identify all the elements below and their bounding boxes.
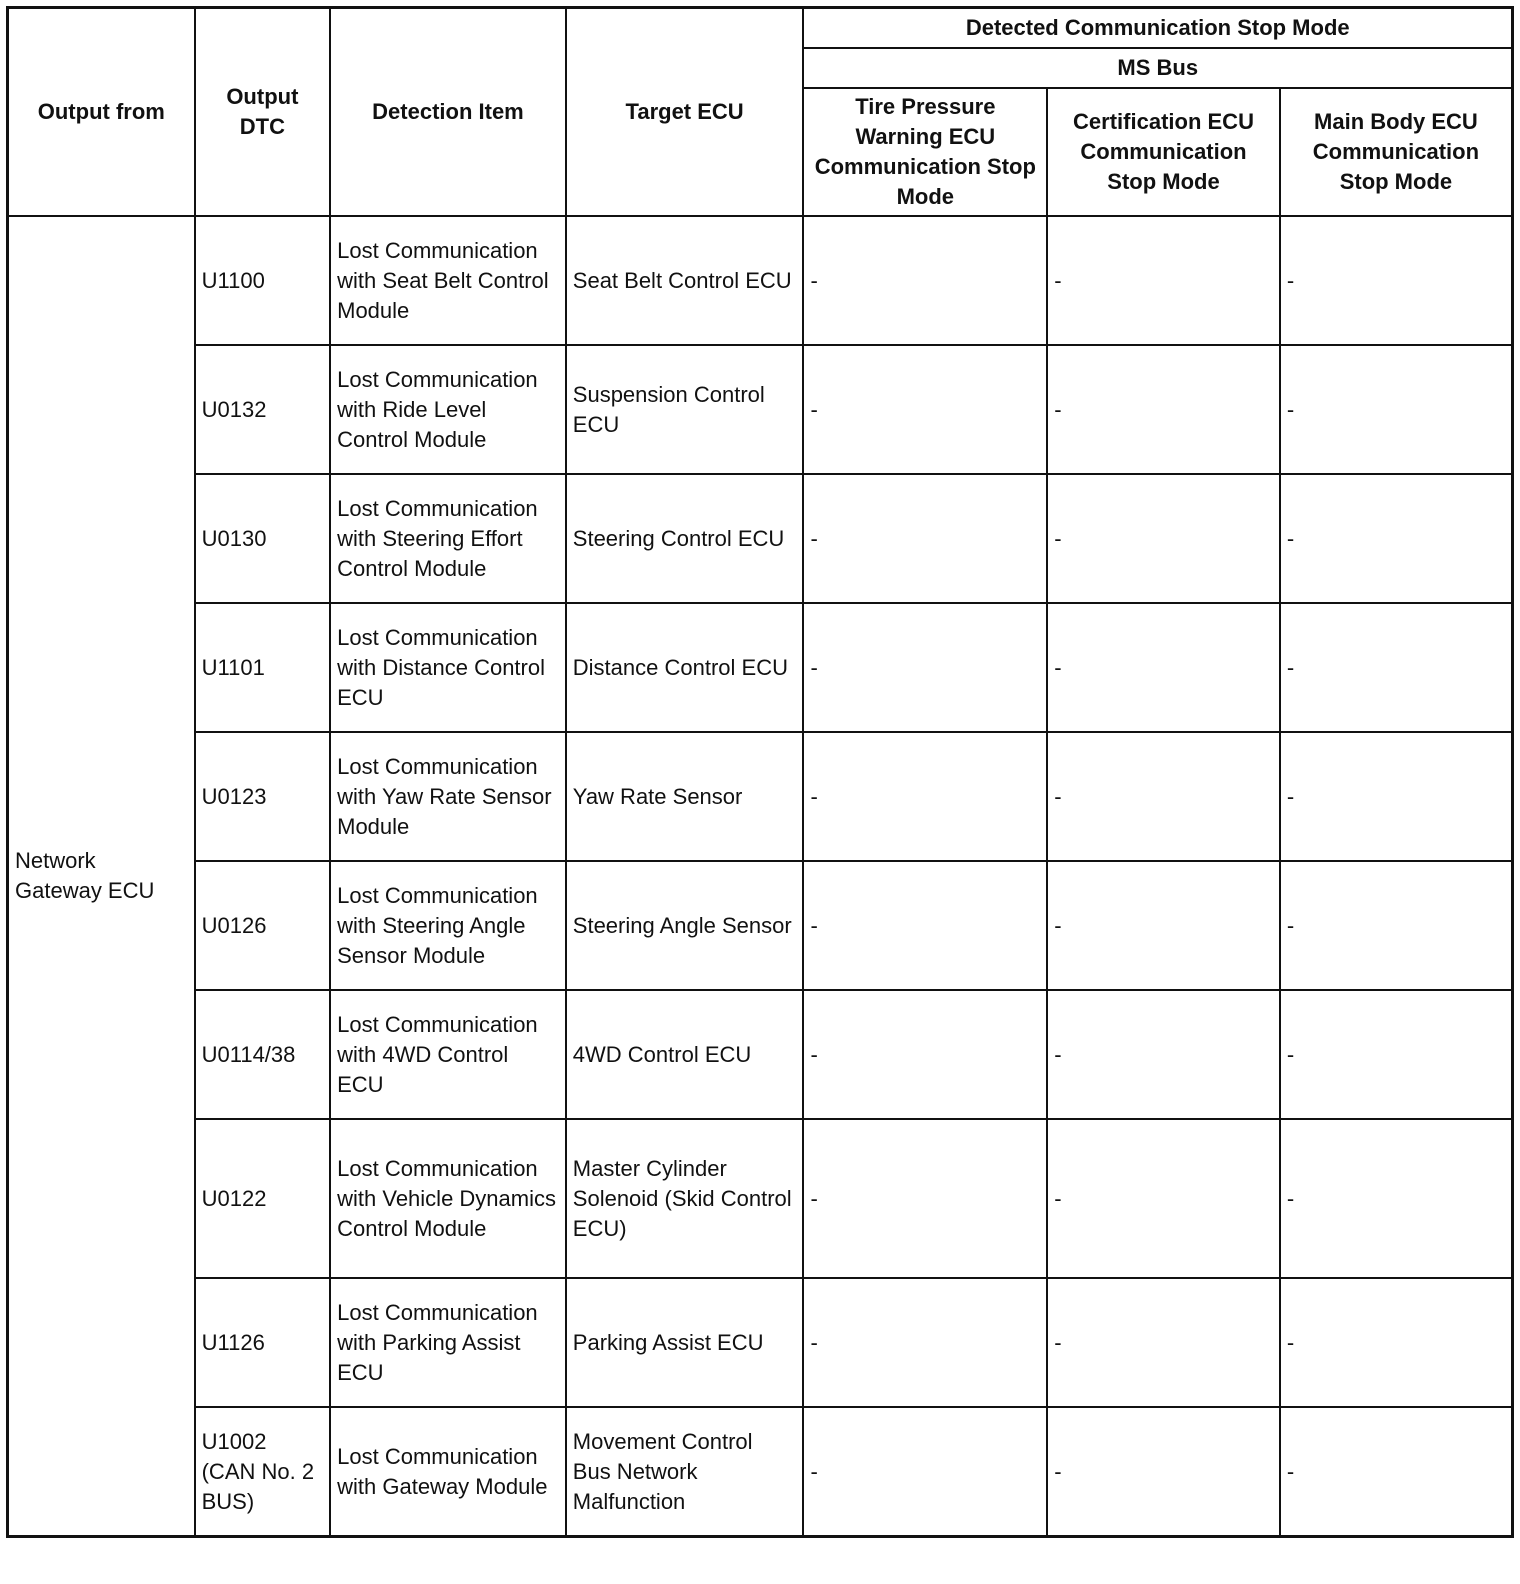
main-body-cell: - bbox=[1280, 732, 1513, 861]
tire-pressure-cell: - bbox=[803, 1119, 1047, 1278]
dtc-cell: U0122 bbox=[195, 1119, 331, 1278]
detection-item-cell: Lost Communication with Steering Effort Control Module bbox=[330, 474, 566, 603]
main-body-cell: - bbox=[1280, 345, 1513, 474]
dtc-cell: U0132 bbox=[195, 345, 331, 474]
certification-cell: - bbox=[1047, 1119, 1280, 1278]
target-ecu-cell: Seat Belt Control ECU bbox=[566, 216, 804, 345]
dtc-cell: U0114/38 bbox=[195, 990, 331, 1119]
dtc-table bbox=[6, 6, 1514, 1538]
header-tire-pressure: Tire Pressure Warning ECU Communication Stop Mode bbox=[803, 88, 1047, 216]
target-ecu-cell: Parking Assist ECU bbox=[566, 1278, 804, 1407]
dtc-cell: U1101 bbox=[195, 603, 331, 732]
tire-pressure-cell: - bbox=[803, 1407, 1047, 1537]
main-body-cell: - bbox=[1280, 1407, 1513, 1537]
detection-item-cell: Lost Communication with Seat Belt Control Module bbox=[330, 216, 566, 345]
target-ecu-cell: 4WD Control ECU bbox=[566, 990, 804, 1119]
target-ecu-cell: Master Cylinder Solenoid (Skid Control ECU) bbox=[566, 1119, 804, 1278]
dtc-cell: U0130 bbox=[195, 474, 331, 603]
detection-item-cell: Lost Communication with Distance Control ECU bbox=[330, 603, 566, 732]
header-detection-item: Detection Item bbox=[330, 8, 566, 217]
output-from-cell: Network Gateway ECU bbox=[8, 216, 195, 1537]
tire-pressure-cell: - bbox=[803, 474, 1047, 603]
certification-cell: - bbox=[1047, 216, 1280, 345]
detection-item-cell: Lost Communication with Parking Assist ECU bbox=[330, 1278, 566, 1407]
header-target-ecu: Target ECU bbox=[566, 8, 804, 217]
header-ms-bus: MS Bus bbox=[803, 48, 1512, 88]
main-body-cell: - bbox=[1280, 1119, 1513, 1278]
table-row bbox=[8, 1278, 1513, 1407]
tire-pressure-cell: - bbox=[803, 732, 1047, 861]
table-row bbox=[8, 732, 1513, 861]
table-row bbox=[8, 1119, 1513, 1278]
detection-item-cell: Lost Communication with Vehicle Dynamics Control Module bbox=[330, 1119, 566, 1278]
table-row bbox=[8, 861, 1513, 990]
detection-item-cell: Lost Communication with Steering Angle Sensor Module bbox=[330, 861, 566, 990]
header-output-dtc: Output DTC bbox=[195, 8, 331, 217]
certification-cell: - bbox=[1047, 603, 1280, 732]
target-ecu-cell: Steering Control ECU bbox=[566, 474, 804, 603]
tire-pressure-cell: - bbox=[803, 216, 1047, 345]
detection-item-cell: Lost Communication with Gateway Module bbox=[330, 1407, 566, 1537]
dtc-cell: U1126 bbox=[195, 1278, 331, 1407]
certification-cell: - bbox=[1047, 1278, 1280, 1407]
dtc-cell: U1100 bbox=[195, 216, 331, 345]
certification-cell: - bbox=[1047, 732, 1280, 861]
table-row bbox=[8, 345, 1513, 474]
target-ecu-cell: Yaw Rate Sensor bbox=[566, 732, 804, 861]
header-main-body: Main Body ECU Communication Stop Mode bbox=[1280, 88, 1513, 216]
main-body-cell: - bbox=[1280, 474, 1513, 603]
main-body-cell: - bbox=[1280, 990, 1513, 1119]
dtc-cell: U0123 bbox=[195, 732, 331, 861]
main-body-cell: - bbox=[1280, 216, 1513, 345]
table-row bbox=[8, 1407, 1513, 1537]
detection-item-cell: Lost Communication with 4WD Control ECU bbox=[330, 990, 566, 1119]
detection-item-cell: Lost Communication with Yaw Rate Sensor Module bbox=[330, 732, 566, 861]
certification-cell: - bbox=[1047, 990, 1280, 1119]
main-body-cell: - bbox=[1280, 861, 1513, 990]
dtc-cell: U0126 bbox=[195, 861, 331, 990]
table-row bbox=[8, 474, 1513, 603]
tire-pressure-cell: - bbox=[803, 603, 1047, 732]
target-ecu-cell: Steering Angle Sensor bbox=[566, 861, 804, 990]
tire-pressure-cell: - bbox=[803, 1278, 1047, 1407]
table-row bbox=[8, 990, 1513, 1119]
header-certification: Certification ECU Communication Stop Mode bbox=[1047, 88, 1280, 216]
certification-cell: - bbox=[1047, 861, 1280, 990]
detection-item-cell: Lost Communication with Ride Level Control Module bbox=[330, 345, 566, 474]
target-ecu-cell: Movement Control Bus Network Malfunction bbox=[566, 1407, 804, 1537]
table-row bbox=[8, 216, 1513, 345]
main-body-cell: - bbox=[1280, 603, 1513, 732]
dtc-cell: U1002 (CAN No. 2 BUS) bbox=[195, 1407, 331, 1537]
table-row bbox=[8, 603, 1513, 732]
header-detected-mode: Detected Communication Stop Mode bbox=[803, 8, 1512, 49]
certification-cell: - bbox=[1047, 474, 1280, 603]
tire-pressure-cell: - bbox=[803, 990, 1047, 1119]
tire-pressure-cell: - bbox=[803, 861, 1047, 990]
tire-pressure-cell: - bbox=[803, 345, 1047, 474]
certification-cell: - bbox=[1047, 345, 1280, 474]
target-ecu-cell: Suspension Control ECU bbox=[566, 345, 804, 474]
main-body-cell: - bbox=[1280, 1278, 1513, 1407]
certification-cell: - bbox=[1047, 1407, 1280, 1537]
header-output-from: Output from bbox=[8, 8, 195, 217]
target-ecu-cell: Distance Control ECU bbox=[566, 603, 804, 732]
